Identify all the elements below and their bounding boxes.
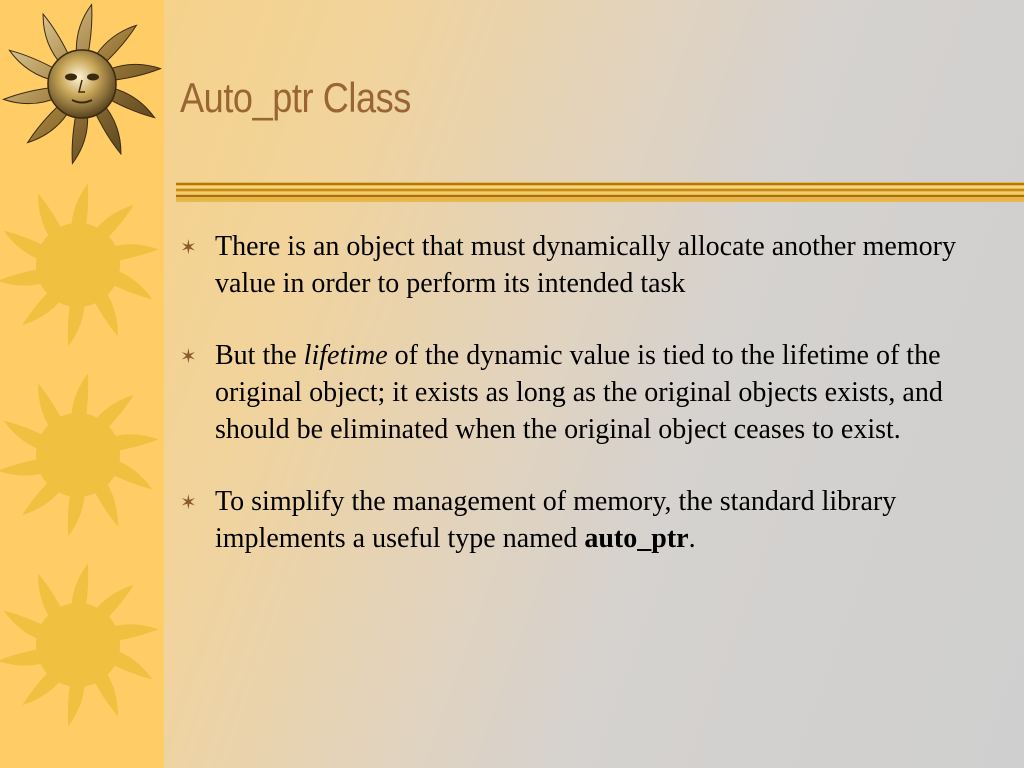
sun-icon bbox=[0, 374, 159, 537]
code-term: auto_ptr bbox=[584, 523, 689, 554]
bullet-item bbox=[180, 337, 980, 448]
slide-title: Auto_ptr Class bbox=[180, 74, 411, 121]
bullet-text-start: To simplify the management of memory, the standard library implements a useful type named bbox=[215, 486, 897, 554]
bullet-item bbox=[180, 483, 980, 557]
star-bullet-icon: ✶ bbox=[180, 492, 197, 514]
bullet-item bbox=[180, 228, 980, 302]
bullet-text: There is an object that must dynamically allocate another memory value in order to perform its intended task bbox=[215, 231, 956, 299]
face-sun-icon bbox=[4, 5, 161, 164]
bullet-text-start: But the bbox=[215, 340, 304, 371]
bullet-list bbox=[180, 228, 980, 557]
star-bullet-icon: ✶ bbox=[180, 237, 197, 259]
sun-icon bbox=[0, 184, 159, 347]
bullet-text-end: of the dynamic value is tied to the lifetime of the original object; it exists as long as the original objects exists, and should be eliminated when the original object ceases to exist. bbox=[215, 340, 943, 445]
decorative-sun-strip bbox=[0, 0, 164, 768]
star-bullet-icon: ✶ bbox=[180, 346, 197, 368]
title-divider bbox=[176, 182, 1024, 202]
bullet-text-end: . bbox=[688, 523, 696, 554]
sun-icon bbox=[0, 564, 159, 727]
emphasis-text: lifetime bbox=[303, 340, 388, 371]
sun-strip-graphic bbox=[0, 0, 164, 768]
